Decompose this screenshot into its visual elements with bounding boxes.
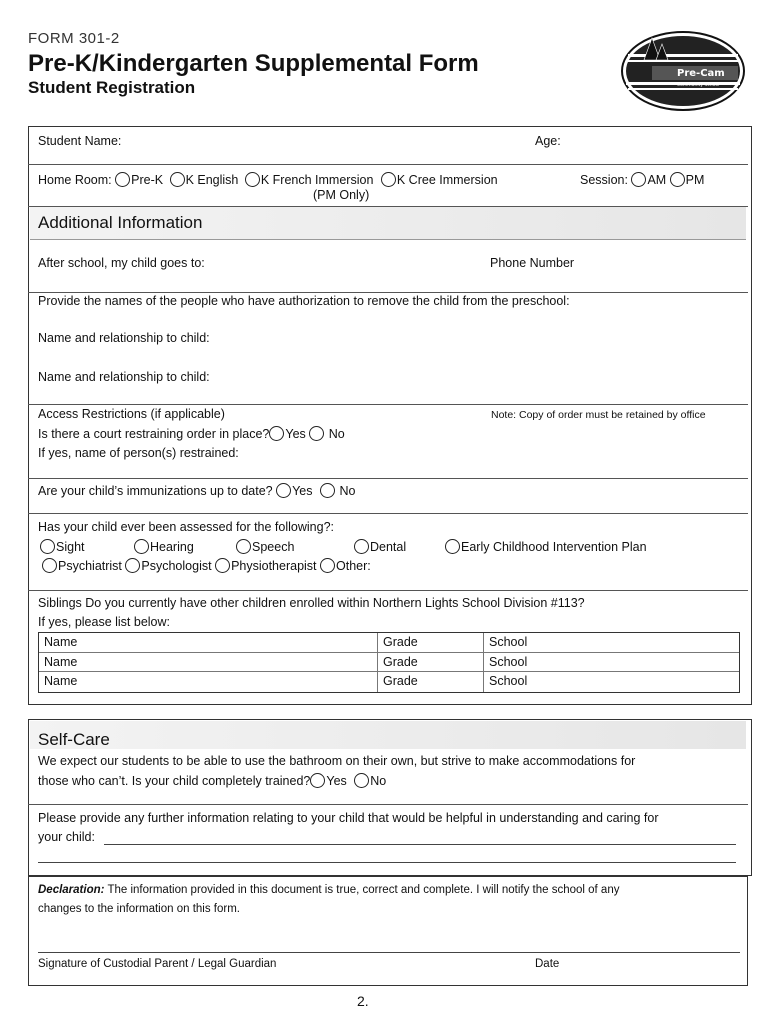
immunization-row: [38, 483, 355, 499]
further-info-line-2[interactable]: [38, 862, 736, 863]
option-psychologist: Psychologist: [141, 559, 212, 573]
restrained-label: If yes, name of person(s) restrained:: [38, 446, 239, 460]
student-name-label: Student Name:: [38, 134, 122, 148]
divider: [28, 478, 748, 479]
page-number: 2.: [357, 993, 369, 1009]
declaration-text-1-row: [38, 884, 619, 896]
logo-subtext: Community School: [677, 83, 720, 88]
restraining-row: [38, 426, 345, 442]
sibling-school-cell[interactable]: School: [489, 635, 528, 649]
selfcare-row: [38, 773, 386, 789]
access-label: Access Restrictions (if applicable): [38, 407, 225, 421]
divider: [28, 164, 748, 165]
sibling-school-cell[interactable]: School: [489, 674, 528, 688]
phone-label: Phone Number: [490, 256, 575, 270]
radio-sight[interactable]: [40, 539, 55, 554]
sibling-grade-cell[interactable]: Grade: [378, 653, 484, 672]
name-relationship-1: Name and relationship to child:: [38, 331, 210, 345]
divider: [28, 590, 748, 591]
school-logo: [620, 30, 746, 112]
option-no: No: [328, 427, 345, 441]
form-code: FORM 301-2: [28, 30, 120, 47]
declaration-text-1: The information provided in this document is true, correct and complete. I will notify the school of any: [104, 884, 620, 896]
option-k-french: K French Immersion: [260, 173, 374, 187]
further-info-text-1: Please provide any further information relating to your child that would be helpful in understanding and caring for: [38, 811, 659, 825]
option-physiotherapist: Physiotherapist: [231, 559, 317, 573]
declaration-text-2: changes to the information on this form.: [38, 903, 240, 915]
option-hearing: Hearing: [150, 540, 194, 554]
radio-pm[interactable]: [670, 172, 685, 187]
radio-restraining-yes[interactable]: [269, 426, 284, 441]
further-info-text-2: your child:: [38, 830, 95, 844]
page-title: Pre-K/Kindergarten Supplemental Form: [28, 50, 479, 77]
sibling-grade-cell[interactable]: Grade: [378, 633, 484, 652]
radio-restraining-no[interactable]: [309, 426, 324, 441]
option-yes: Yes: [326, 774, 347, 788]
sibling-name-cell[interactable]: Name: [39, 672, 378, 692]
option-yes: Yes: [292, 484, 313, 498]
option-k-cree: K Cree Immersion: [396, 173, 498, 187]
authorization-label: Provide the names of the people who have authorization to remove the child from the preschool:: [38, 294, 570, 308]
radio-other[interactable]: [320, 558, 335, 573]
radio-pre-k[interactable]: [115, 172, 130, 187]
siblings-list-label: If yes, please list below:: [38, 615, 171, 629]
radio-dental[interactable]: [354, 539, 369, 554]
signature-line[interactable]: [38, 952, 740, 953]
radio-k-french[interactable]: [245, 172, 260, 187]
siblings-label: Siblings Do you currently have other children enrolled within Northern Lights School Division #113?: [38, 596, 585, 610]
radio-k-cree[interactable]: [381, 172, 396, 187]
radio-ecip[interactable]: [445, 539, 460, 554]
radio-trained-no[interactable]: [354, 773, 369, 788]
option-speech: Speech: [252, 540, 295, 554]
sibling-grade-cell[interactable]: Grade: [378, 672, 484, 692]
option-pm: PM: [685, 173, 705, 187]
table-row: [39, 653, 739, 673]
selfcare-text-2: those who can’t. Is your child completely trained?: [38, 774, 311, 788]
radio-immunization-yes[interactable]: [276, 483, 291, 498]
additional-info-title: Additional Information: [38, 213, 203, 232]
sibling-name-cell[interactable]: Name: [39, 653, 378, 672]
logo-text: Pre-Cam: [677, 68, 725, 79]
sibling-school-cell[interactable]: School: [489, 654, 528, 669]
radio-psychiatrist[interactable]: [42, 558, 57, 573]
selfcare-title: Self-Care: [38, 730, 110, 749]
option-am: AM: [647, 173, 667, 187]
option-dental: Dental: [370, 540, 407, 554]
further-info-line-1[interactable]: [104, 844, 736, 845]
age-label: Age:: [535, 134, 561, 148]
option-pre-k: Pre-K: [131, 173, 164, 187]
restraining-label: Is there a court restraining order in place?: [38, 427, 270, 441]
option-psychiatrist: Psychiatrist: [58, 559, 122, 573]
session-row: [580, 172, 704, 188]
assessment-row-1: [40, 539, 740, 555]
home-room-row: [38, 172, 498, 188]
selfcare-band: [30, 721, 746, 749]
after-school-label: After school, my child goes to:: [38, 256, 205, 270]
radio-k-english[interactable]: [170, 172, 185, 187]
radio-hearing[interactable]: [134, 539, 149, 554]
radio-trained-yes[interactable]: [310, 773, 325, 788]
page-subtitle: Student Registration: [28, 78, 196, 97]
french-note: (PM Only): [313, 188, 370, 202]
table-row: [39, 672, 739, 692]
radio-physiotherapist[interactable]: [215, 558, 230, 573]
sibling-name-cell[interactable]: Name: [39, 633, 378, 652]
divider: [28, 292, 748, 293]
signature-label: Signature of Custodial Parent / Legal Guardian: [38, 958, 277, 970]
table-row: [39, 633, 739, 653]
divider: [28, 513, 748, 514]
assessed-label: Has your child ever been assessed for the following?:: [38, 520, 334, 534]
option-no: No: [339, 484, 356, 498]
option-sight: Sight: [56, 540, 85, 554]
date-label: Date: [535, 958, 560, 970]
option-yes: Yes: [285, 427, 306, 441]
immunization-label: Are your child’s immunizations up to date?: [38, 484, 273, 498]
radio-immunization-no[interactable]: [320, 483, 335, 498]
siblings-table: [38, 632, 740, 693]
option-no: No: [370, 774, 387, 788]
option-k-english: K English: [185, 173, 239, 187]
radio-speech[interactable]: [236, 539, 251, 554]
session-label: Session:: [580, 173, 628, 187]
selfcare-text-1: We expect our students to be able to use the bathroom on their own, but strive to make accommodations for: [38, 754, 636, 768]
option-other: Other:: [336, 559, 371, 573]
divider: [28, 804, 748, 805]
home-room-label: Home Room:: [38, 173, 112, 187]
option-ecip: Early Childhood Intervention Plan: [461, 540, 647, 554]
assessment-row-2: [42, 558, 371, 574]
name-relationship-2: Name and relationship to child:: [38, 370, 210, 384]
radio-psychologist[interactable]: [125, 558, 140, 573]
divider: [28, 404, 748, 405]
access-note: Note: Copy of order must be retained by office: [491, 409, 706, 421]
declaration-label: Declaration:: [38, 884, 105, 896]
divider: [28, 206, 748, 207]
radio-am[interactable]: [631, 172, 646, 187]
